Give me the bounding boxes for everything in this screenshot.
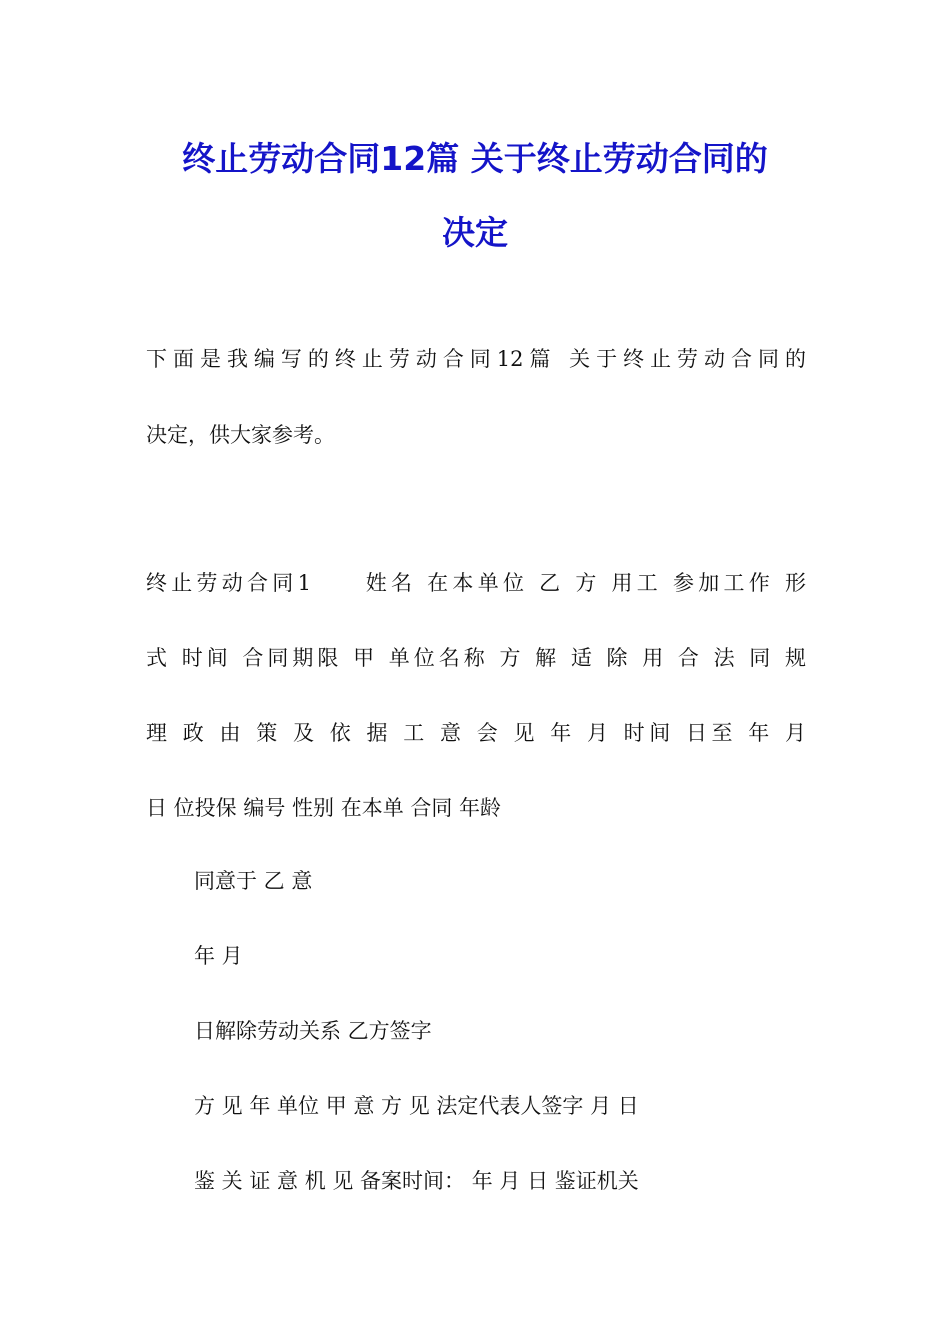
section-1-line-7: 日解除劳动关系 乙方签字 xyxy=(194,1019,432,1043)
section-1-line-4: 日 位投保 编号 性别 在本单 合同 年龄 xyxy=(146,796,502,820)
section-1-line-1: 终止劳动合同1 姓名 在本单位 乙 方 用工 参加工作 形 xyxy=(146,571,806,595)
title-line-2: 决定 xyxy=(442,213,508,252)
section-1-line-3: 理 政 由 策 及 依 据 工 意 会 见 年 月 时间 日至 年 月 xyxy=(146,721,806,745)
section-1-line-8: 方 见 年 单位 甲 意 方 见 法定代表人签字 月 日 xyxy=(194,1094,639,1118)
section-1-line-5: 同意于 乙 意 xyxy=(194,869,313,893)
document-title xyxy=(120,122,830,270)
intro-line-2: 决定，供大家参考。 xyxy=(146,423,335,447)
section-1-line-2: 式 时间 合同期限 甲 单位名称 方 解 适 除 用 合 法 同 规 xyxy=(146,646,806,670)
intro-line-1: 下面是我编写的终止劳动合同12篇 关于终止劳动合同的 xyxy=(146,347,806,371)
section-1-line-6: 年 月 xyxy=(194,944,243,968)
title-line-1: 终止劳动合同12篇 关于终止劳动合同的 xyxy=(182,139,768,178)
section-1-line-9: 鉴 关 证 意 机 见 备案时间： 年 月 日 鉴证机关 xyxy=(194,1169,639,1193)
